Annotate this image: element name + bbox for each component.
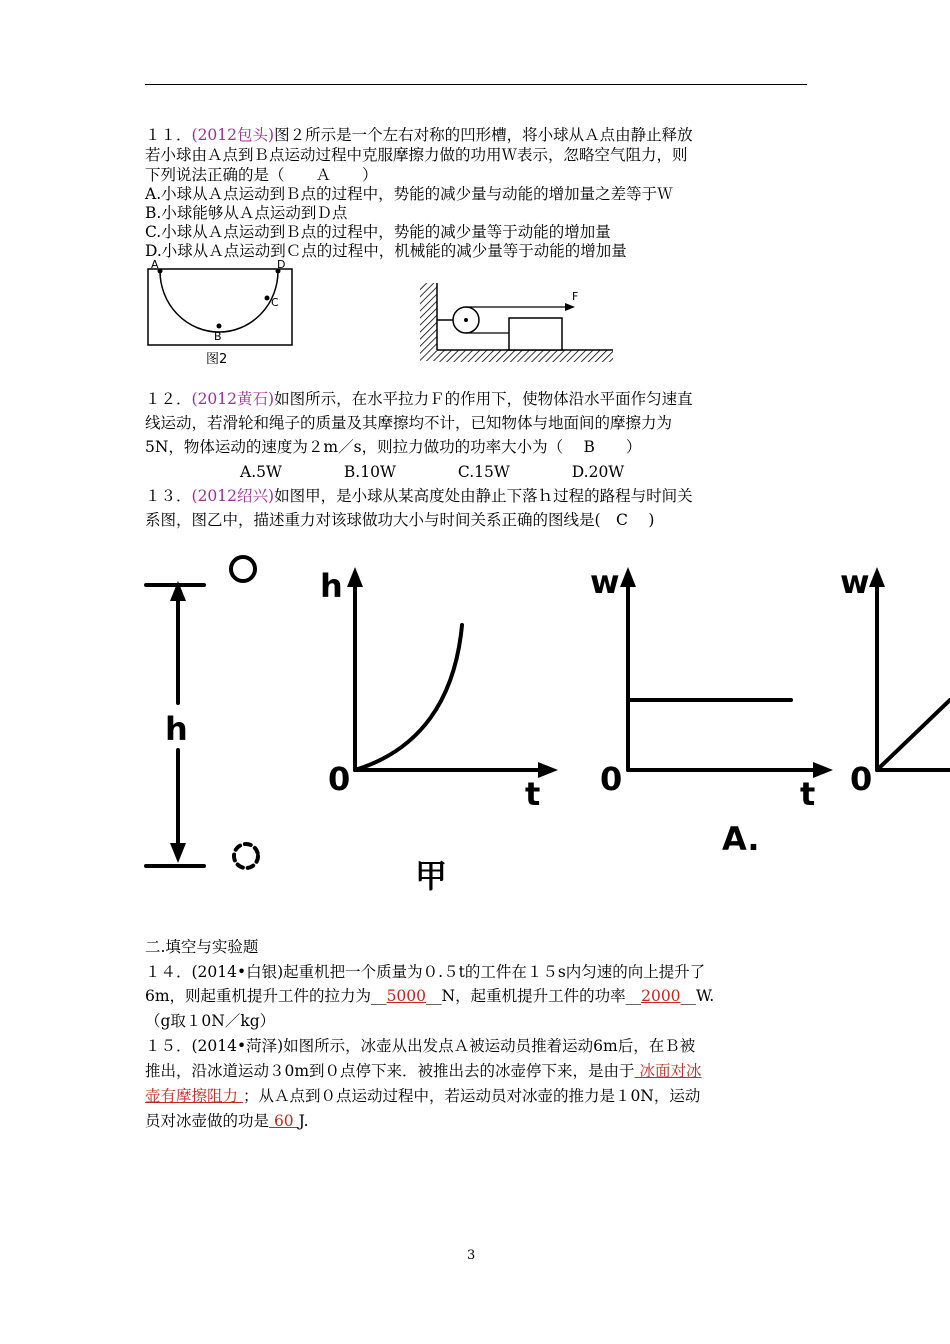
q11-option-c: C.小球从Ａ点运动到Ｂ点的过程中，势能的减少量等于动能的增加量 (145, 223, 611, 241)
q15-answer-work: 60 (269, 1112, 299, 1130)
q14-line1: １４．(2014•白银)起重机把一个质量为０.５t的工件在１５s内匀速的向上提升了 (145, 963, 706, 981)
q14-answer-power: 2000 (641, 987, 681, 1005)
jia-h-label: h (165, 710, 188, 748)
q13-line1: １３．(2012绍兴)如图甲，是小球从某高度处由静止下落ｈ过程的路程与时间关 (145, 487, 693, 505)
q15-line1: １５．(2014•菏泽)如图所示，冰壶从出发点Ａ被运动员推着运动6m后，在Ｂ被 (145, 1037, 696, 1055)
point-c-label: C (271, 296, 279, 309)
q11-line1: １１．(2012包头)图２所示是一个左右对称的凹形槽，将小球从Ａ点由静止释放 (145, 126, 693, 144)
q15-line4: 员对冰壶做的功是 60 J. (145, 1112, 309, 1130)
point-a-label: A (151, 258, 159, 271)
q15-line2: 推出，沿冰道运动３0m到０点停下来．被推出去的冰壶停下来，是由于 冰面对冰 (145, 1062, 702, 1080)
graph1-y-label: h (320, 567, 343, 605)
q11-line2: 若小球由Ａ点到Ｂ点运动过程中克服摩擦力做的功用Ｗ表示，忽略空气阻力，则 (145, 146, 688, 164)
q11-option-d: D.小球从Ａ点运动到Ｃ点的过程中，机械能的减少量等于动能的增加量 (145, 242, 627, 260)
q13-line2: 系图，图乙中，描述重力对该球做功大小与时间关系正确的图线是( C ) (145, 511, 655, 529)
graph2-origin: 0 (600, 760, 623, 798)
point-b-label: B (214, 330, 222, 343)
q11-option-b: B.小球能够从Ａ点运动到Ｄ点 (145, 204, 348, 222)
q12-source: (2012黄石) (191, 390, 275, 408)
q13-source: (2012绍兴) (191, 487, 275, 505)
q11-source: (2012包头) (191, 126, 275, 144)
q12-line1: １２．(2012黄石)如图所示，在水平拉力Ｆ的作用下，使物体沿水平面作匀速直 (145, 390, 693, 408)
graph2-caption: A. (722, 820, 760, 858)
q15-answer-reason-part2: 壶有摩擦阻力 (145, 1087, 243, 1105)
graph3-y-label: w (840, 563, 870, 601)
q14-line2: 6m，则起重机提升工件的拉力为__5000__N，起重机提升工件的功率__2000__W. (145, 987, 715, 1005)
graph1-origin: 0 (328, 760, 351, 798)
graph1-x-label: t (525, 775, 541, 813)
q14-line3: （g取１0N／kg） (145, 1012, 276, 1030)
q12-line3: 5N，物体运动的速度为２m／s，则拉力做功的功率大小为（ B ） (145, 438, 642, 456)
q12-options: A.5W B.10W C.15W D.20W (240, 463, 625, 481)
q14-answer-force: 5000 (386, 987, 427, 1005)
pulley-figure (415, 280, 615, 365)
header-rule (145, 84, 807, 85)
section-2-title: 二.填空与实验题 (145, 938, 259, 956)
jia-caption: 甲 (415, 857, 448, 895)
figure-2-groove (140, 255, 310, 370)
q15-line3: 壶有摩擦阻力 ；从Ａ点到０点运动过程中，若运动员对冰壶的推力是１0N，运动 (145, 1087, 701, 1105)
graph3-origin: 0 (850, 760, 873, 798)
graph2-y-label: w (590, 563, 620, 601)
page-number: 3 (467, 1248, 476, 1263)
q11-option-a: A.小球从Ａ点运动到Ｂ点的过程中，势能的减少量与动能的增加量之差等于Ｗ (145, 185, 673, 203)
figure-2-caption: 图2 (206, 352, 228, 367)
point-d-label: D (277, 258, 286, 271)
q12-line2: 线运动，若滑轮和绳子的质量及其摩擦均不计，已知物体与地面间的摩擦力为 (145, 414, 673, 432)
force-f-label: F (572, 290, 579, 303)
q13-graphs (140, 545, 950, 900)
q11-line3: 下列说法正确的是（ Ａ ） (145, 166, 378, 184)
q15-answer-reason-part1: 冰面对冰 (634, 1062, 702, 1080)
ball-bottom (234, 844, 258, 868)
graph2-x-label: t (800, 775, 816, 813)
ball-top (231, 557, 255, 581)
